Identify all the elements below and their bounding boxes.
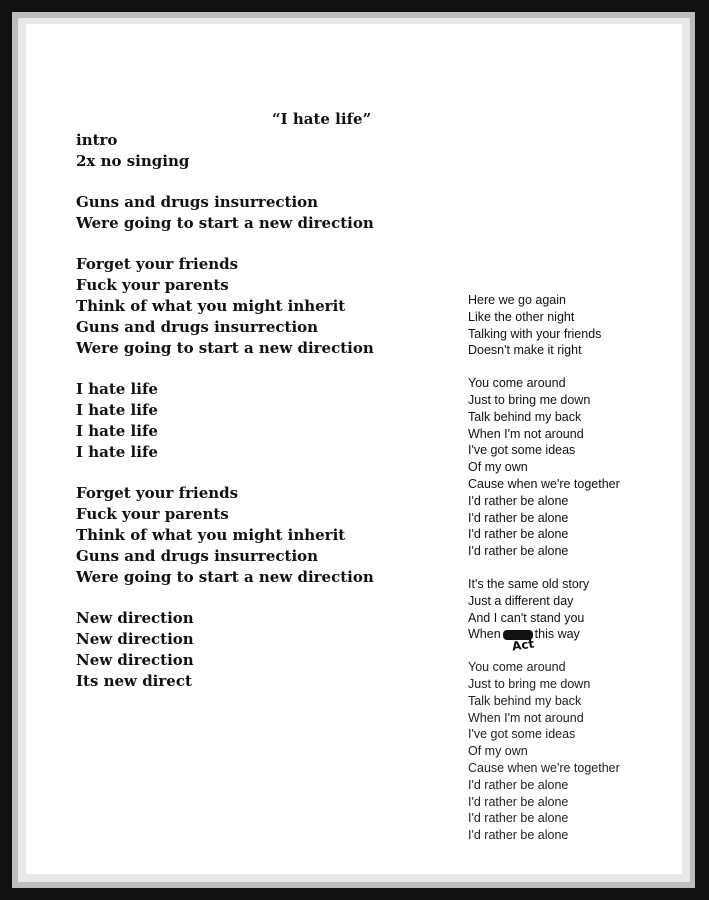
lyric-line-struck <box>468 626 620 643</box>
song-title: “I hate life” <box>272 110 372 128</box>
lyric-line: Think of what you might inherit <box>76 526 346 544</box>
lyric-line: Guns and drugs insurrection <box>76 318 319 336</box>
lyric-line: Here we go again <box>468 293 566 307</box>
lyric-line: And I can't stand you <box>468 610 585 625</box>
lyric-line: Its new direct <box>76 672 192 690</box>
lyric-line: New direction <box>76 609 194 627</box>
lyric-line: Cause when we're together <box>468 476 620 491</box>
lyric-line: I've got some ideas <box>468 727 576 742</box>
lyric-line: Fuck your parents <box>76 276 229 294</box>
lyric-line: You come around <box>468 376 566 391</box>
lyric-line: I've got some ideas <box>468 443 576 458</box>
lyrics-block-outro <box>76 608 374 692</box>
lyric-line: I'd rather be alone <box>468 544 569 559</box>
lyric-line: Like the other night <box>468 309 575 324</box>
left-lyrics-column <box>76 130 374 712</box>
struck-line-suffix: this way <box>534 627 580 642</box>
lyric-line: New direction <box>76 630 194 648</box>
lyric-line: Forget your friends <box>76 484 239 502</box>
lyric-line: 2x no singing <box>76 152 190 170</box>
lyric-line: I hate life <box>76 422 158 440</box>
lyric-line: It's the same old story <box>468 576 590 591</box>
lyrics-block <box>468 375 620 560</box>
lyric-line: I'd rather be alone <box>468 510 569 525</box>
lyric-line: Of my own <box>468 460 528 475</box>
lyrics-block-bridge <box>468 576 620 643</box>
right-lyrics-column <box>468 292 620 860</box>
lyrics-block-chorus <box>76 379 374 463</box>
lyric-line: Were going to start a new direction <box>76 339 374 357</box>
lyric-line: Guns and drugs insurrection <box>76 547 319 565</box>
lyric-line: Guns and drugs insurrection <box>76 193 319 211</box>
lyric-line: I hate life <box>76 401 158 419</box>
lyric-line: Talking with your friends <box>468 326 602 341</box>
lyrics-block-repeat <box>468 659 620 844</box>
lyric-line: Of my own <box>468 744 528 759</box>
lyric-line: I'd rather be alone <box>468 828 569 843</box>
lyric-line: Forget your friends <box>76 255 239 273</box>
handwritten-note: Act <box>511 636 536 654</box>
lyric-line: I'd rather be alone <box>468 811 569 826</box>
lyric-line: Think of what you might inherit <box>76 297 346 315</box>
lyric-line: Just to bring me down <box>468 676 591 691</box>
lyric-line: I'd rather be alone <box>468 527 569 542</box>
lyric-line: I'd rather be alone <box>468 777 569 792</box>
lyric-line: Just a different day <box>468 593 574 608</box>
lyric-line: Fuck your parents <box>76 505 229 523</box>
lyrics-block <box>76 483 374 588</box>
lyric-line: You come around <box>468 660 566 675</box>
lyric-line: Talk behind my back <box>468 693 582 708</box>
lyrics-block-intro <box>76 130 374 172</box>
lyric-line: intro <box>76 131 118 149</box>
lyrics-block <box>76 192 374 234</box>
lyric-line: I hate life <box>76 380 158 398</box>
lyric-line: Talk behind my back <box>468 409 582 424</box>
lyric-line: When I'm not around <box>468 426 584 441</box>
lyric-line: I hate life <box>76 443 158 461</box>
lyric-line: I'd rather be alone <box>468 493 569 508</box>
lyric-line: Were going to start a new direction <box>76 214 374 232</box>
lyric-line: Just to bring me down <box>468 392 591 407</box>
lyric-line: Cause when we're together <box>468 760 620 775</box>
lyric-line: New direction <box>76 651 194 669</box>
lyrics-block <box>468 292 620 359</box>
lyric-line: I'd rather be alone <box>468 794 569 809</box>
lyric-line: Doesn't make it right <box>468 343 582 358</box>
lyrics-block <box>76 254 374 359</box>
lyric-line: When I'm not around <box>468 710 584 725</box>
struck-line-prefix: When <box>468 627 501 642</box>
lyric-line: Were going to start a new direction <box>76 568 374 586</box>
